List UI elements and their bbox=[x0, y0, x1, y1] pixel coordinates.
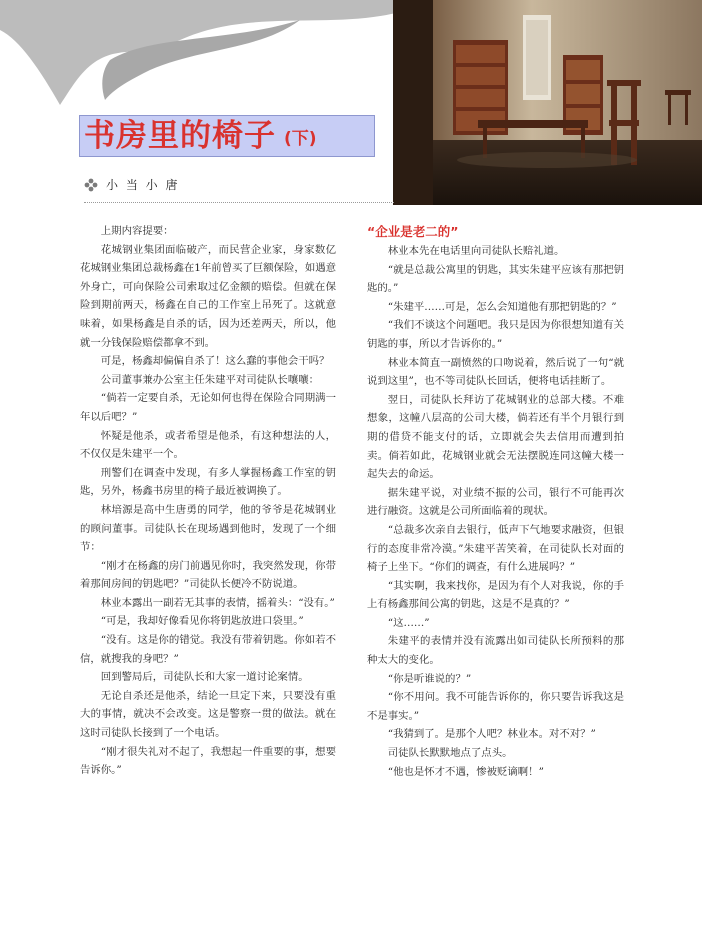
left-column bbox=[80, 222, 336, 780]
study-room-photo bbox=[393, 0, 702, 205]
paragraph: “他也是怀才不遇，惨被贬谪啊！” bbox=[387, 765, 544, 778]
paragraph: “可是，我却好像看见你将钥匙放进口袋里。” bbox=[100, 615, 304, 628]
paragraph: 司徒队长默默地点了点头。 bbox=[387, 747, 513, 760]
paragraph: “刚才很失礼对不起了，我想起一件重要的事，想要告诉你。” bbox=[80, 745, 336, 777]
paragraph: 林业本露出一副若无其事的表情，摇着头：“没有。” bbox=[100, 596, 335, 609]
paragraph: 可是，杨鑫却偏偏自杀了！这么蠢的事他会干吗？ bbox=[100, 355, 330, 368]
paragraph: 回到警局后，司徒队长和大家一道讨论案情。 bbox=[100, 671, 309, 684]
paragraph: 花城钢业集团面临破产，而民营企业家，身家数亿花城钢业集团总裁杨鑫在1年前曾买了巨额保险，如遇意外身亡，可向保险公司索取过亿金额的赔偿。但就在保险到期前两天，杨鑫在自己的工作室上吊死了。这就意味着，如果杨鑫是自杀的话，因为还差两天，所以，他就一分钱保险赔偿都拿不到。 bbox=[80, 243, 336, 349]
paragraph: “你是听谁说的？” bbox=[387, 672, 472, 685]
summary-heading: 上期内容提要： bbox=[100, 225, 174, 237]
paragraph: 据朱建平说，对业绩不振的公司，银行不可能再次进行融资。这就是公司所面临着的现状。 bbox=[367, 486, 624, 518]
article-title-suffix: (下) bbox=[284, 128, 317, 149]
author-line bbox=[84, 176, 179, 193]
paragraph: 怀疑是他杀，或者希望是他杀，有这种想法的人，不仅仅是朱建平一个。 bbox=[80, 429, 336, 461]
decorative-wave bbox=[0, 0, 400, 110]
paragraph: “没有。这是你的错觉。我没有带着钥匙。你如若不信，就搜我的身吧？” bbox=[80, 634, 336, 665]
author-name: 小 当 小 唐 bbox=[106, 178, 180, 192]
paragraph: 翌日，司徒队长拜访了花城钢业的总部大楼。不难想象，这幢八层高的公司大楼，倘若还有半个月银行到期的借贷不能支付的话，立即就会失去信用而遭到拍卖。倘若如此，花城钢业就会无法摆脱连同这幢大楼一起失去的命运。 bbox=[367, 393, 624, 481]
divider bbox=[84, 202, 394, 203]
paragraph: “总裁多次亲自去银行，低声下气地要求融资，但银行的态度非常冷漠。”朱建平苦笑着，在司徒队长对面的椅子上坐下。“你们的调查，有什么进展吗？” bbox=[367, 523, 624, 574]
paragraph: “朱建平……可是，怎么会知道他有那把钥匙的？” bbox=[387, 300, 617, 313]
paragraph: 无论自杀还是他杀，结论一旦定下来，只要没有重大的事情，就决不会改变。这是警察一贯的做法。就在这时司徒队长接到了一个电话。 bbox=[80, 689, 336, 740]
paragraph: “这……” bbox=[387, 616, 430, 629]
paragraph: 朱建平的表情并没有流露出如司徒队长所预料的那种太大的变化。 bbox=[367, 635, 624, 667]
right-column bbox=[367, 222, 624, 781]
paragraph: 林业本先在电话里向司徒队长赔礼道。 bbox=[387, 245, 565, 257]
article-title: 书房里的椅子 bbox=[84, 117, 276, 154]
paragraph: “就是总裁公寓里的钥匙，其实朱建平应该有那把钥匙的。” bbox=[367, 263, 624, 295]
paragraph: 林业本简直一副愤然的口吻说着，然后说了一句“就说到这里”，也不等司徒队长回话，便将电话挂断了。 bbox=[367, 356, 624, 388]
paragraph: “我猜到了。是那个人吧？林业本。对不对？” bbox=[387, 728, 596, 741]
paragraph: 林培源是高中生唐勇的同学，他的爷爷是花城钢业的顾问董事。司徒队长在现场遇到他时，发现了一个细节： bbox=[80, 503, 336, 554]
paragraph: “我们不谈这个问题吧。我只是因为你很想知道有关钥匙的事，所以才告诉你的。” bbox=[367, 319, 624, 350]
paragraph: “你不用问。我不可能告诉你的，你只要告诉我这是不是事实。” bbox=[367, 691, 624, 722]
paragraph: 刑警们在调查中发现，有多人掌握杨鑫工作室的钥匙，另外，杨鑫书房里的椅子最近被调换了。 bbox=[80, 466, 336, 498]
article-title-box bbox=[79, 115, 375, 157]
paragraph: “其实啊，我来找你，是因为有个人对我说，你的手上有杨鑫那间公寓的钥匙，这是不是真的？” bbox=[367, 579, 624, 611]
flower-bullet-icon bbox=[84, 178, 98, 192]
paragraph: “刚才在杨鑫的房门前遇见你时，我突然发现，你带着那间房间的钥匙吧？”司徒队长便冷不防说道。 bbox=[80, 559, 336, 591]
section-title: “企业是老二的” bbox=[367, 224, 459, 239]
paragraph: 公司董事兼办公室主任朱建平对司徒队长嚷嚷： bbox=[100, 373, 319, 386]
paragraph: “倘若一定要自杀，无论如何也得在保险合同期满一年以后吧？” bbox=[80, 392, 336, 423]
